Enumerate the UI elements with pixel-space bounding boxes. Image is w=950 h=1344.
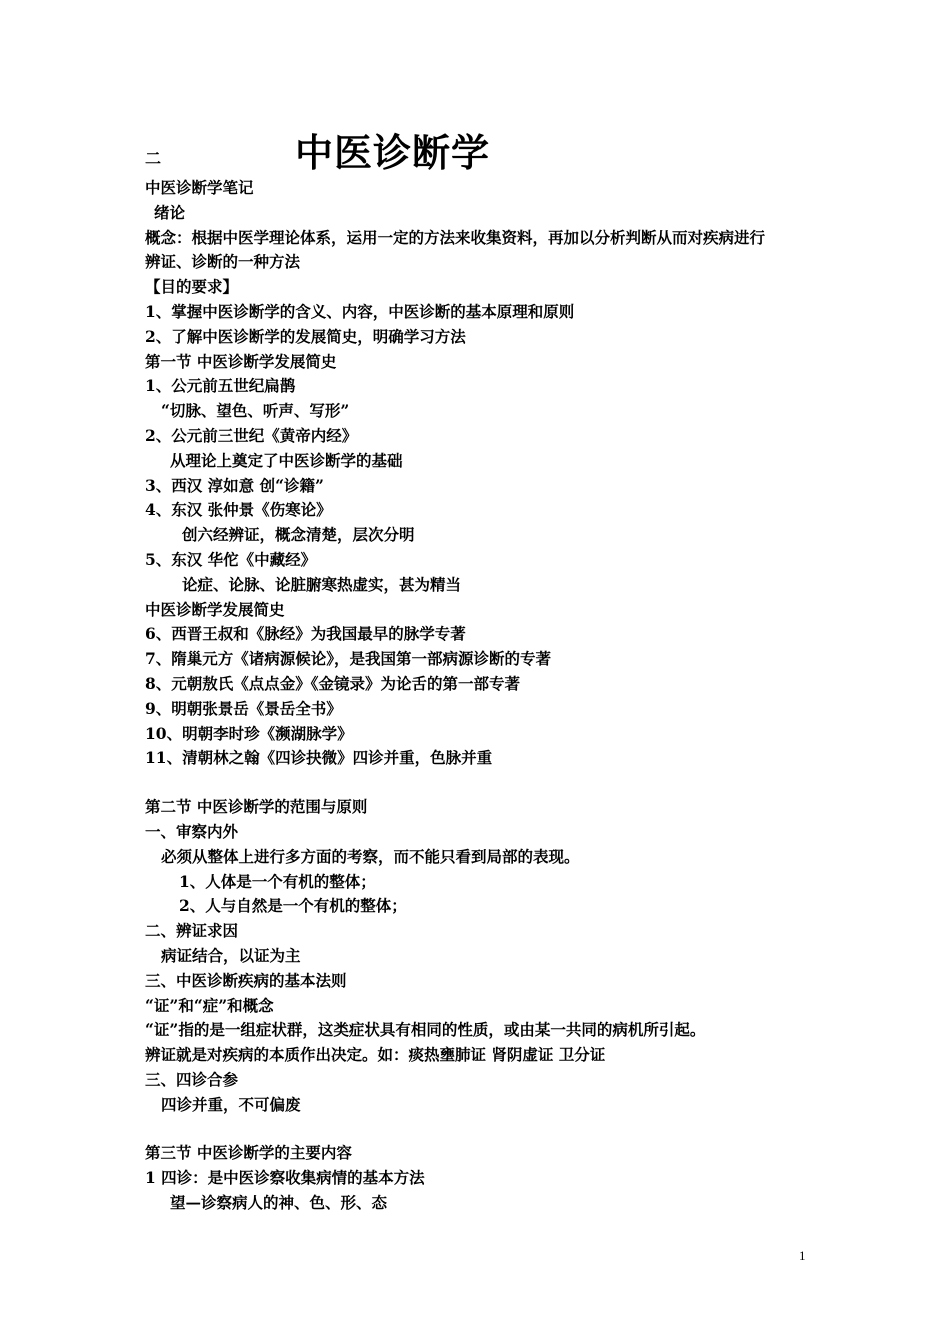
text-line: 8、元朝敖氏《点点金》《金镜录》为论舌的第一部专著 [145,673,521,693]
text-line: “证”指的是一组症状群，这类症状具有相同的性质，或由某一共同的病机所引起。 [145,1020,706,1040]
text-line: 望—诊察病人的神、色、形、态 [170,1193,388,1213]
notes-heading: 中医诊断学笔记 [145,178,254,197]
text-line: 三、中医诊断疾病的基本法则 [145,970,347,990]
text-line: 4、东汉 张仲景《伤寒论》 [145,500,332,520]
text-line: 3、西汉 淳如意 创“诊籍” [145,475,324,495]
text-line: 创六经辨证，概念清楚，层次分明 [182,525,415,545]
text-line: 6、西晋王叔和《脉经》为我国最早的脉学专著 [145,624,466,644]
text-line: 病证结合，以证为主 [161,945,301,965]
section-heading: 第三节 中医诊断学的主要内容 [145,1143,352,1163]
text-line: 1、人体是一个有机的整体； [179,871,376,891]
text-line: 1、掌握中医诊断学的含义、内容，中医诊断的基本原理和原则 [145,301,575,321]
text-line: 10、明朝李时珍《濒湖脉学》 [145,723,353,743]
text-line: “证”和“症”和概念 [145,995,274,1015]
text-line: 5、东汉 华佗《中藏经》 [145,549,317,569]
text-line: 从理论上奠定了中医诊断学的基础 [170,450,403,470]
paragraph-gap [145,1117,835,1141]
text-line: 2、人与自然是一个有机的整体； [179,896,407,916]
text-line: 9、明朝张景岳《景岳全书》 [145,698,342,718]
objectives-heading: 【目的要求】 [145,277,239,297]
text-line: 中医诊断学发展简史 [145,599,285,619]
text-line: 2、了解中医诊断学的发展简史，明确学习方法 [145,326,466,346]
text-line: 1 四诊：是中医诊察收集病情的基本方法 [145,1168,425,1188]
section-introduction: 绪论 [154,202,186,222]
text-line: 11、清朝林之翰《四诊抉微》四诊并重，色脉并重 [145,748,493,768]
text-line: 概念：根据中医学理论体系，运用一定的方法来收集资料，再加以分析判断从而对疾病进行 [145,227,766,247]
text-line: 辨证就是对疾病的本质作出决定。如：痰热壅肺证 肾阴虚证 卫分证 [145,1045,606,1065]
title-prefix: 二 [145,149,162,168]
section-heading: 第一节 中医诊断学发展简史 [145,351,337,371]
text-line: 四诊并重，不可偏废 [161,1094,301,1114]
paragraph-gap [145,771,835,795]
text-line: 1、公元前五世纪扁鹊 [145,376,296,396]
page-number: 1 [799,1248,806,1263]
text-line: 必须从整体上进行多方面的考察，而不能只看到局部的表现。 [161,846,580,866]
section-heading: 第二节 中医诊断学的范围与原则 [145,797,368,817]
document-body [145,176,835,1216]
text-line: “切脉、望色、听声、写形” [161,401,350,421]
text-line: 辨证、诊断的一种方法 [145,252,301,272]
document-title: 中医诊断学 [295,130,491,175]
text-line: 7、隋巢元方《诸病源候论》，是我国第一部病源诊断的专著 [145,649,552,669]
text-line: 论症、论脉、论脏腑寒热虚实，甚为精当 [182,574,462,594]
text-line: 一、审察内外 [145,821,239,841]
text-line: 三、四诊合参 [145,1069,239,1089]
title-row [145,122,845,182]
text-line: 2、公元前三世纪《黄帝内经》 [145,425,358,445]
text-line: 二、辨证求因 [145,921,239,941]
